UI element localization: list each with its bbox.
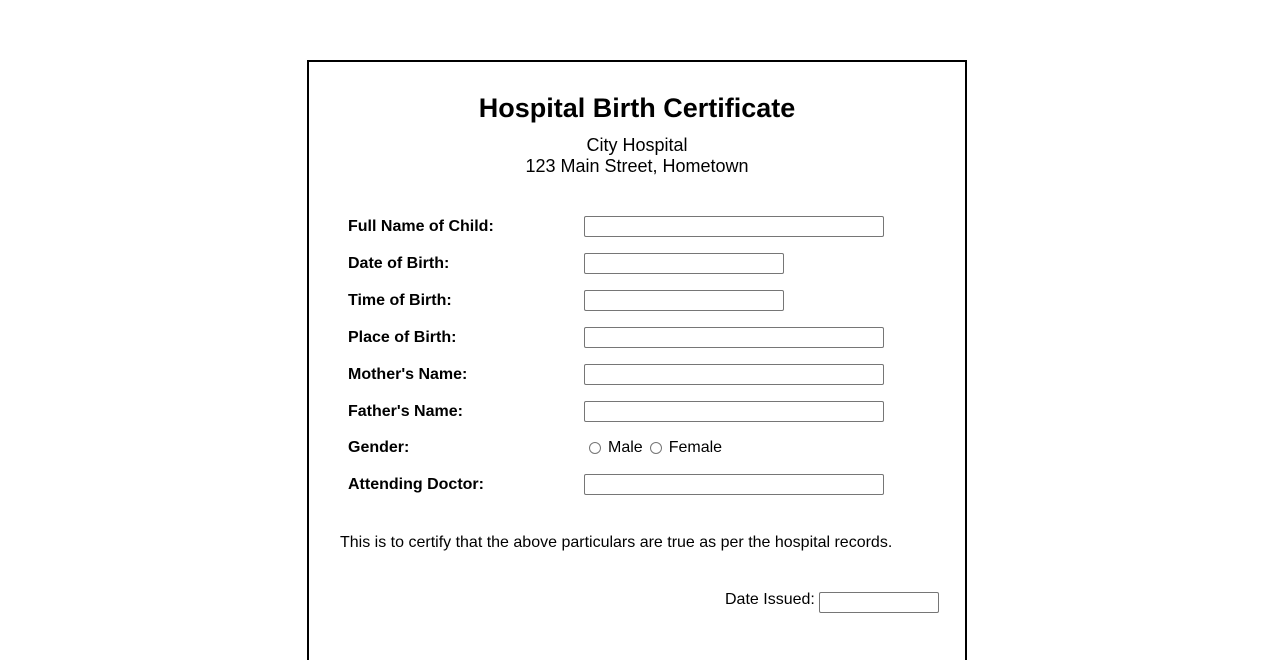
- hospital-address: 123 Main Street, Hometown: [525, 156, 749, 176]
- page-title: Hospital Birth Certificate: [478, 93, 796, 123]
- full-name-input[interactable]: [584, 216, 884, 237]
- attending-doctor-label: Attending Doctor:: [348, 476, 484, 493]
- date-issued-input[interactable]: [819, 592, 939, 613]
- attending-doctor-input[interactable]: [584, 474, 884, 495]
- date-of-birth-label: Date of Birth:: [348, 255, 450, 272]
- gender-female-label[interactable]: Female: [668, 439, 723, 456]
- full-name-label: Full Name of Child:: [348, 218, 494, 235]
- gender-male-radio[interactable]: [589, 442, 601, 454]
- place-of-birth-input[interactable]: [584, 327, 884, 348]
- date-of-birth-input[interactable]: [584, 253, 784, 274]
- gender-label: Gender:: [348, 439, 410, 456]
- gender-female-radio[interactable]: [650, 442, 662, 454]
- gender-male-label[interactable]: Male: [608, 439, 643, 456]
- place-of-birth-label: Place of Birth:: [348, 329, 457, 346]
- fathers-name-label: Father's Name:: [348, 403, 463, 420]
- time-of-birth-input[interactable]: [584, 290, 784, 311]
- fathers-name-input[interactable]: [584, 401, 884, 422]
- date-issued-label: Date Issued:: [725, 591, 815, 608]
- certification-statement: This is to certify that the above particulars are true as per the hospital records.: [340, 534, 893, 551]
- birth-certificate-form: [307, 60, 967, 660]
- mothers-name-input[interactable]: [584, 364, 884, 385]
- hospital-name: City Hospital: [586, 135, 688, 155]
- gender-radio-group: [584, 437, 724, 459]
- mothers-name-label: Mother's Name:: [348, 366, 468, 383]
- time-of-birth-label: Time of Birth:: [348, 292, 452, 309]
